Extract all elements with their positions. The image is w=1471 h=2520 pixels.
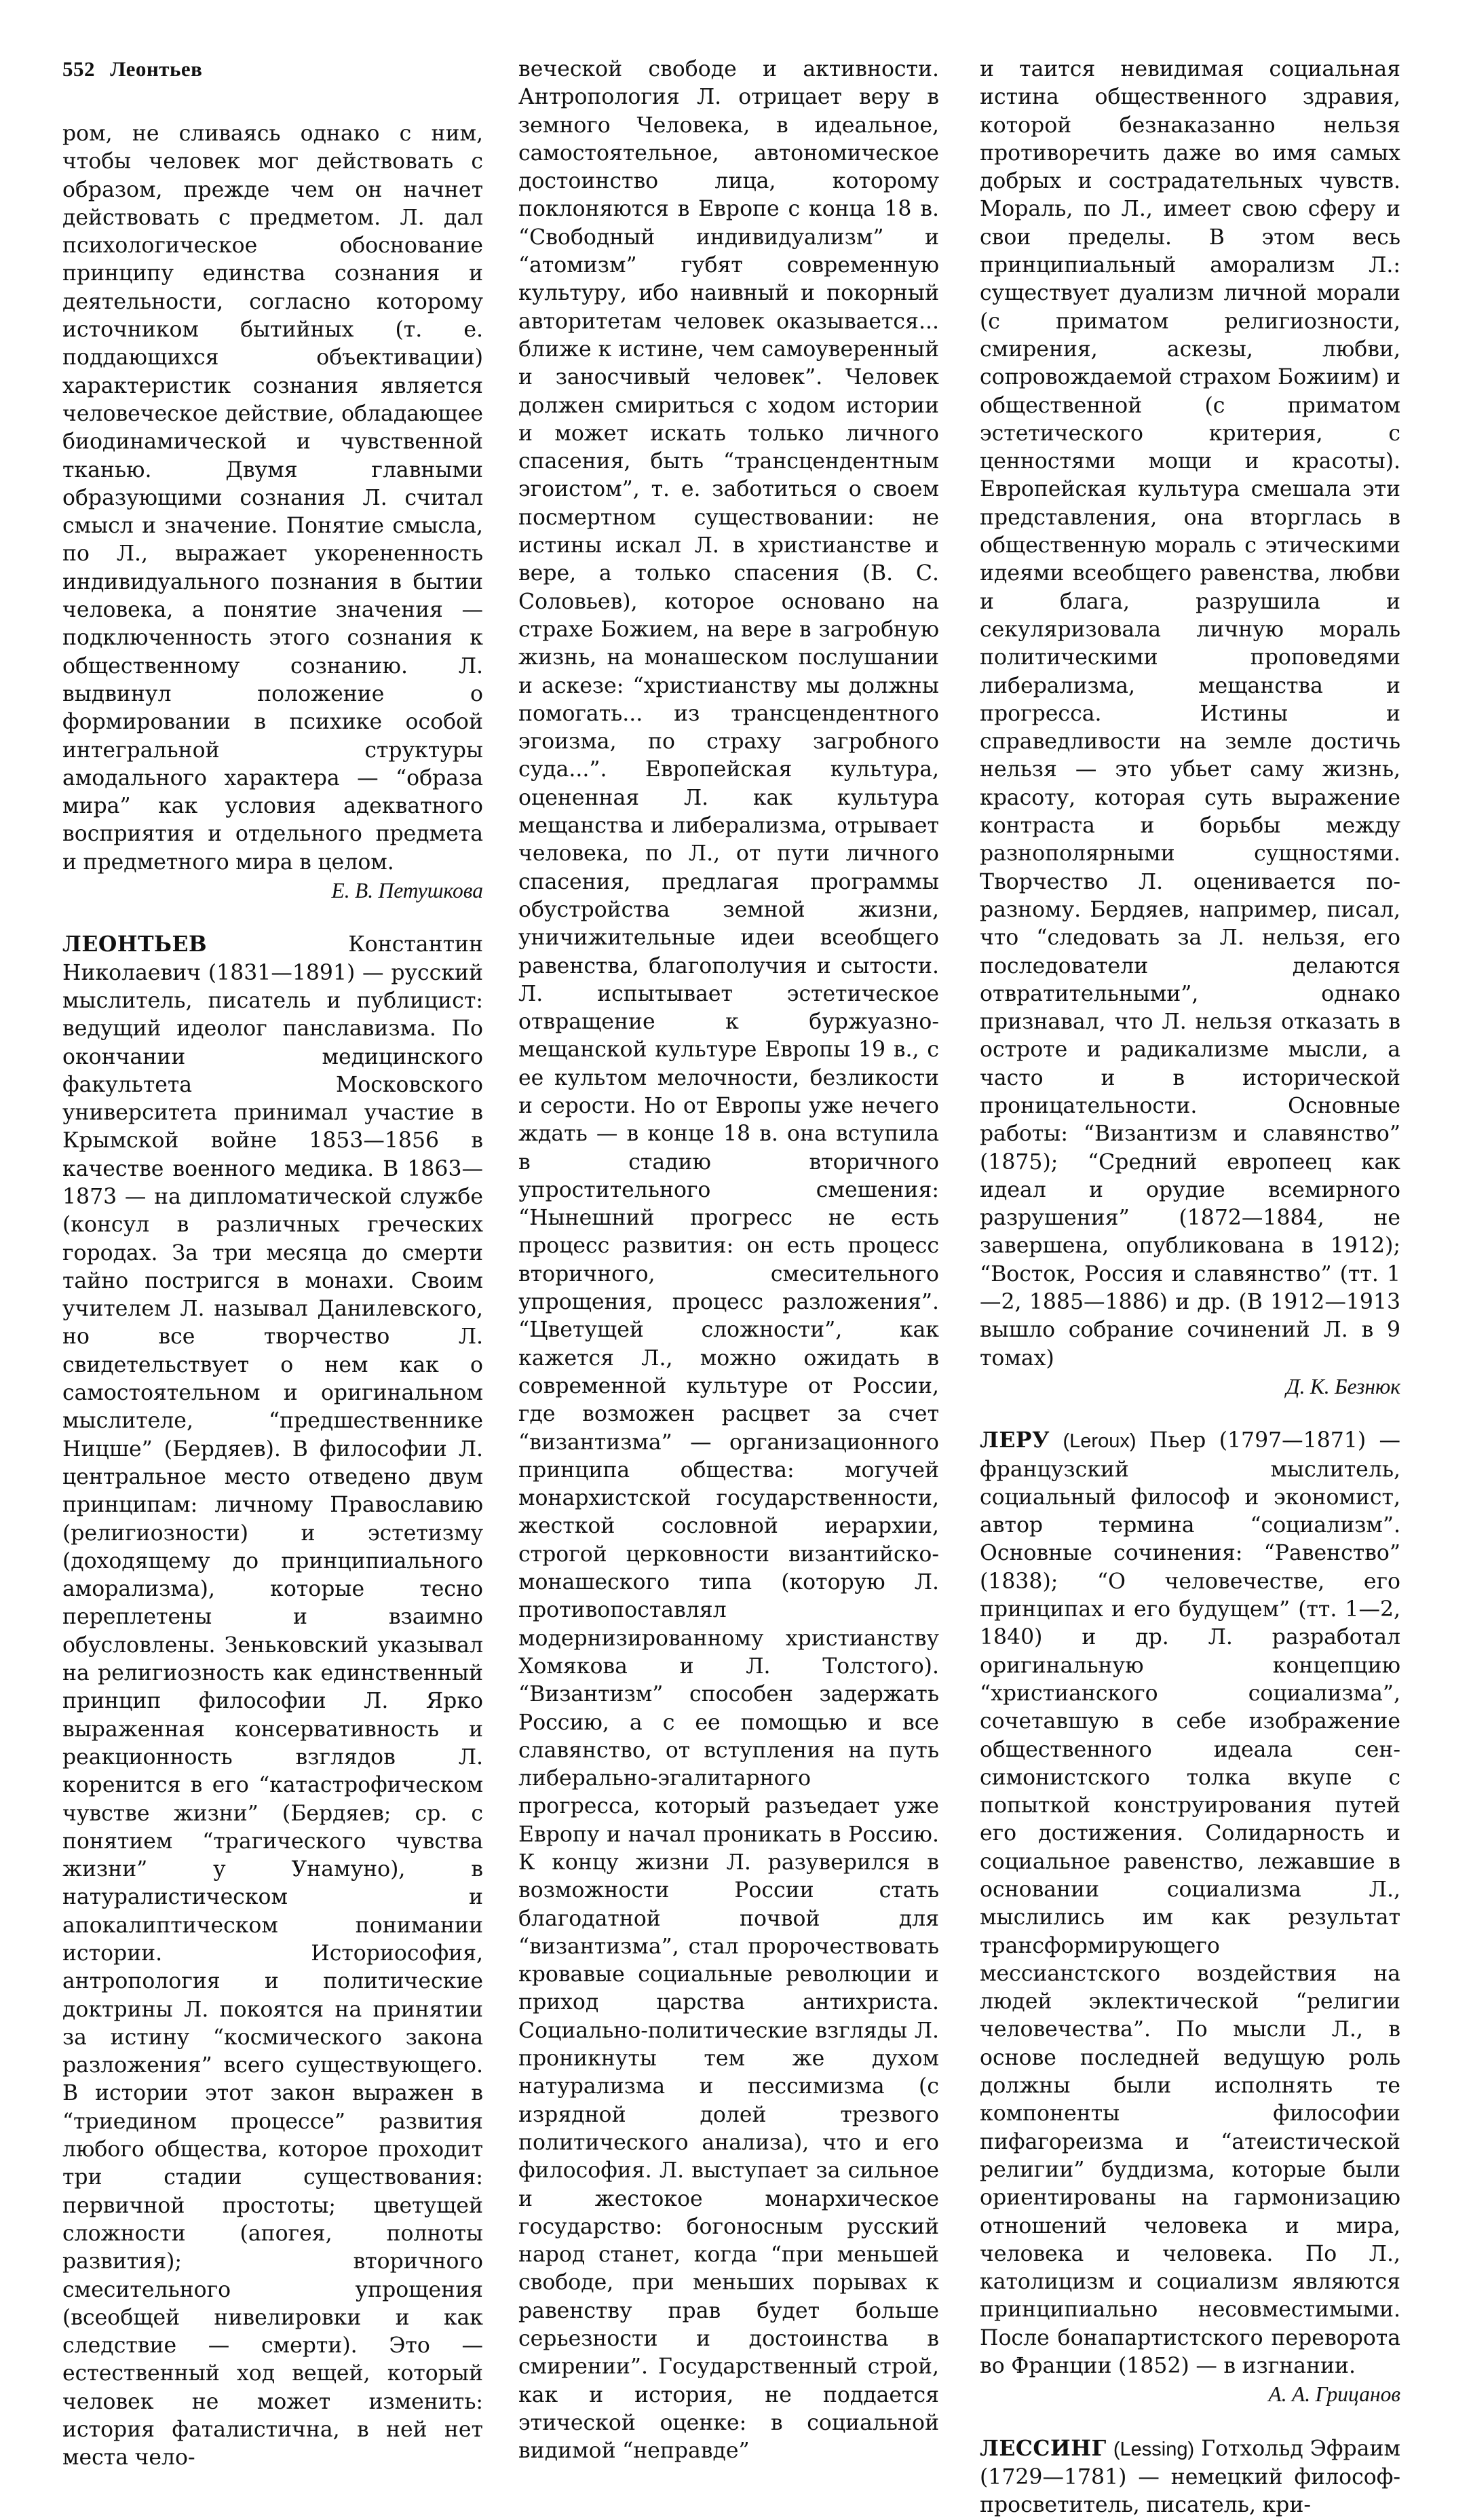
latin-name: (Leroux) xyxy=(1063,1430,1136,1453)
running-head xyxy=(62,49,202,90)
author-signature: Д. К. Безнюк xyxy=(1286,1374,1400,1398)
entry-lessing xyxy=(980,2435,1400,2520)
column-3 xyxy=(980,56,1400,2520)
entry-text: Готхольд Эфраим (1729—1781) — немецкий философ-просветитель, писатель, кри- xyxy=(980,2436,1401,2518)
entry-body xyxy=(62,930,483,2472)
entry-leontiev xyxy=(62,930,483,2472)
headword: ЛЕССИНГ xyxy=(980,2435,1107,2461)
entry-leroux xyxy=(980,1426,1400,2408)
page-number: 552 xyxy=(62,57,95,81)
entry-continuation-text: и таится невидимая социальная истина общественного здравия, которой безнаказанно нельзя противоречить даже во имя самых добрых и сострадательных чувств. Мораль, по Л., имеет свою сферу и свои пределы. В этом весь принципиальный аморализм Л.: существует дуализм личной морали (с приматом религиозности, смирения, аскезы, любви, сопровождаемой страхом Божиим) и общественной (с приматом эстетического критерия, с ценностями мощи и красоты). Европейская культура смешала эти представления, она вторглась в общественную мораль с этическими идеями всеобщего равенства, любви и блага, разрушила и секуляризовала личную мораль политическими проповедями либерализма, мещанства и прогресса. Истины и справедливости на земле достичь нельзя — это убьет саму жизнь, красоту, которая суть выражение контраста и борьбы между разнополярными сущностями. Творчество Л. оценивается по-разному. Бердяев, например, писал, что “следовать за Л. нельзя, его последователи делаются отвратительными”, однако признавал, что Л. нельзя отказать в остроте и радикализме мысли, а часто и в исторической проницательности. Основные работы: “Византизм и славянство” (1875); “Средний европеец как идеал и орудие всемирного разрушения” (1872—1884, не завершена, опубликована в 1912); “Восток, Россия и славянство” (тт. 1—2, 1885—1886) и др. (В 1912—1913 вышло собрание сочинений Л. в 9 томах) xyxy=(980,57,1400,1371)
author-signature: Е. В. Петушкова xyxy=(331,879,483,903)
entry-text: Пьер (1797—1871) — французский мыслитель, социальный философ и экономист, автор термина “социализм”. Основные сочинения: “Равенство” (1838); “О человечестве, его принципах и его будущем” (тт. 1—2, 1840) и др. Л. разработал оригинальную концепцию “христианского социализма”, сочетавшую в себе изображение общественного идеала сен-симонистского толка вкупе с попыткой конструирования путей его достижения. Солидарность и социальное равенство, лежавшие в основании социализма Л., мыслились им как результат трансформирующего мессианстского воздействия на людей эклектической “религии человечества”. По мысли Л., в основе последней ведущую роль должны были исполнять те компоненты философии пифагореизма и “атеистической религии” буддизма, которые были ориентированы на гармонизацию отношений человека и мира, человека и человека. По Л., католицизм и социализм являются принципиально несовместимыми. После бонапартистского переворота во Франции (1852) — в изгнании. xyxy=(980,1428,1401,2379)
entry-text: Константин Николаевич (1831—1891) — русский мыслитель, писатель и публицист: ведущий идеолог панславизма. По окончании медицинского факультета Московского университета принимал участие в Крымской войне 1853—1856 в качестве военного медика. В 1863—1873 — на дипломатической службе (консул в различных греческих городах. За три месяца до смерти тайно постригся в монахи. Своим учителем Л. называл Данилевского, но все творчество Л. свидетельствует о нем как о самостоятельном и оригинальном мыслителе, “предшественнике Ницше” (Бердяев). В философии Л. центральное место отведено двум принципам: личному Православию (религиозности) и эстетизму (доходящему до принципиального аморализма), которые тесно переплетены и взаимно обусловлены. Зеньковский указывал на религиозность как единственный принцип философии Л. Ярко выраженная консервативность и реакционность взглядов Л. коренится в его “катастрофическом чувстве жизни” (Бердяев; ср. с понятием “трагического чувства жизни” у Унамуно), в натуралистическом и апокалиптическом понимании истории. Историософия, антропология и политические доктрины Л. покоятся на принятии за истину “космического закона разложения” всего существующего. В истории этот закон выражен в “триедином процессе” развития любого общества, которое проходит три стадии существования: первичной простоты; цветущей сложности (апогея, полноты развития); вторичного смесительного упрощения (всеобщей нивелировки и как следствие — смерти). Это — естественный ход вещей, который человек не может изменить: история фаталистична, в ней нет места чело- xyxy=(62,932,483,2470)
headword: ЛЕОНТЬЕВ xyxy=(62,932,208,957)
entry-body xyxy=(980,1426,1400,2380)
entry-continuation-text: веческой свободе и активности. Антропология Л. отрицает веру в земного Человека, в идеальное, самостоятельное, автономическое достоинство лица, которому поклоняются в Европе с конца 18 в. “Свободный индивидуализм” и “атомизм” губят современную культуру, ибо наивный и покорный авторитетам человек оказывается... ближе к истине, чем самоуверенный и заносчивый человек”. Человек должен смириться с ходом истории и может искать только личного спасения, быть “трансцендентным эгоистом”, т. е. заботиться о своем посмертном существовании: не истины искал Л. в христианстве и вере, а только спасения (В. С. Соловьев), которое основано на страхе Божием, на вере в загробную жизнь, на монашеском послушании и аскезе: “христианству мы должны помогать... из трансцендентного эгоизма, по страху загробного суда...”. Европейская культура, оцененная Л. как культура мещанства и либерализма, отрывает человека, по Л., от пути личного спасения, предлагая программы обустройства земной жизни, уничижительные идеи всеобщего равенства, благополучия и сытости. Л. испытывает эстетическое отвращение к буржуазно-мещанской культуре Европы 19 в., с ее культом мелочности, безликости и серости. Но от Европы уже нечего ждать — в конце 18 в. она вступила в стадию вторичного упростительного смешения: “Нынешний прогресс не есть процесс развития: он есть процесс вторичного, смесительного упрощения, процесс разложения”. “Цветущей сложности”, как кажется Л., можно ожидать в современной культуре от России, где возможен расцвет за счет “византизма” — организационного принципа общества: могучей монархистской государственности, жесткой сословной иерархии, строгой церковности византийско-монашеского типа (которую Л. противопоставлял модернизированному христианству Хомякова и Л. Толстого). “Византизм” способен задержать Россию, а с ее помощью и все славянство, от вступления на путь либерально-эгалитарного прогресса, который разъедает уже Европу и начал проникать в Россию. К концу жизни Л. разуверился в возможности России стать благодатной почвой для “византизма”, стал пророчествовать кровавые социальные революции и приход царства антихриста. Социально-политические взгляды Л. проникнуты тем же духом натурализма и пессимизма (с изрядной долей трезвого политического анализа), что и его философия. Л. выступает за сильное и жестокое монархическое государство: богоносным русский народ станет, когда “при меньшей свободе, при меньших порывах к равенству прав будет больше серьезности и достоинства в смирении”. Государственный строй, как и история, не поддается этической оценке: в социальной видимой “неправде” xyxy=(518,57,939,2464)
continuation-paragraph: ром, не сливаясь однако с ним, чтобы человек мог действовать с образом, прежде чем он начнет действовать с предметом. Л. дал психологическое обоснование принципу единства сознания и деятельности, согласно которому источником бытийных (т. е. поддающихся объективации) характеристик сознания является человеческое действие, обладающее биодинамической и чувственной тканью. Двумя главными образующими сознания Л. считал смысл и значение. Понятие смысла, по Л., выражает укорененность индивидуального познания в бытии человека, а понятие значения — подключенность этого сознания к общественному сознанию. Л. выдвинул положение о формировании в психике особой интегральной структуры амодального характера — “образа мира” как условия адекватного восприятия и отдельного предмета и предметного мира в целом. xyxy=(62,121,483,875)
headword: ЛЕРУ xyxy=(980,1428,1050,1453)
latin-name: (Lessing) xyxy=(1113,2438,1195,2460)
column-1 xyxy=(62,120,483,2473)
entry-body xyxy=(980,2435,1400,2520)
column-2 xyxy=(518,56,939,2466)
running-title: Леонтьев xyxy=(110,57,203,81)
dictionary-page xyxy=(62,49,1413,2518)
author-signature: А. А. Грицанов xyxy=(1268,2382,1400,2407)
